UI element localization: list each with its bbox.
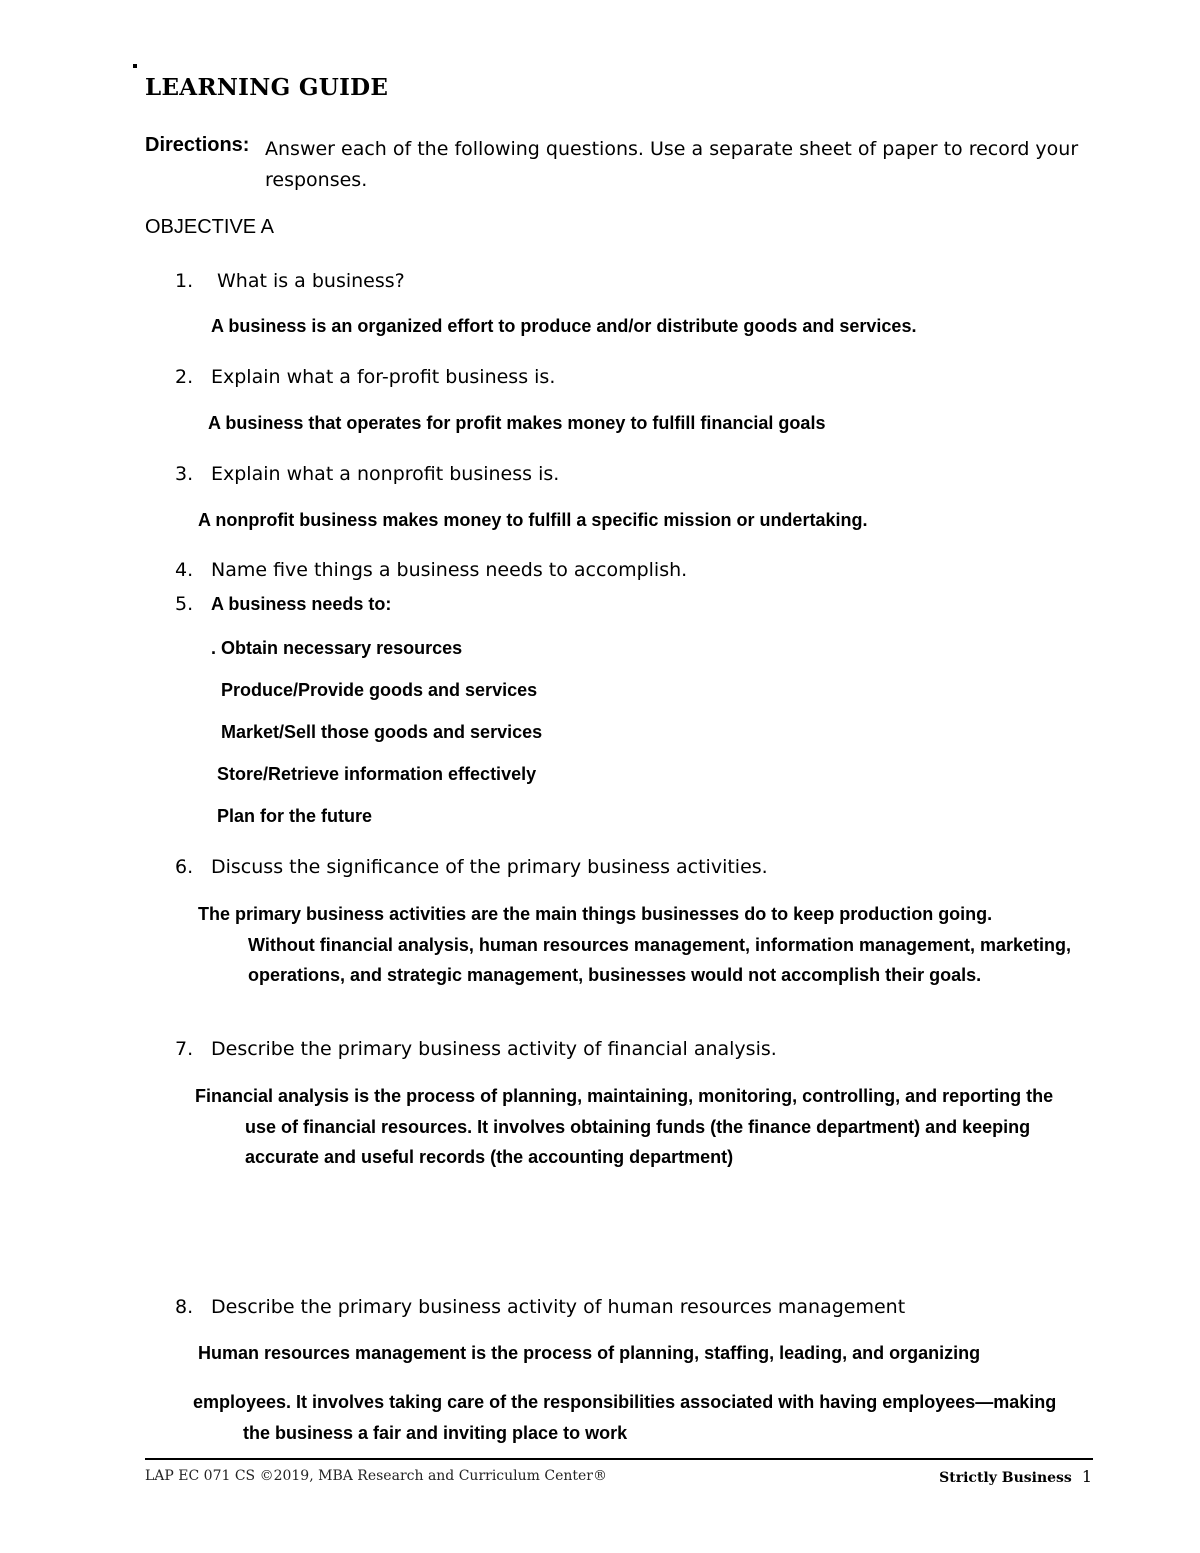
question-text: Describe the primary business activity of financial analysis. (211, 1038, 777, 1060)
question-number: 6. (175, 856, 194, 878)
answer-text: Human resources management is the process of planning, staffing, leading, and organizing (198, 1343, 981, 1363)
answer-continuation: Without financial analysis, human resources management, information management, marketing, operations, and strategic management, businesses would not accomplish their goals. (248, 934, 1072, 985)
answer-continuation: the business a fair and inviting place to work (243, 1422, 628, 1443)
question-text: Discuss the significance of the primary business activities. (211, 856, 768, 878)
question-text: Describe the primary business activity of human resources management (211, 1296, 906, 1318)
page-number: 1 (1081, 1467, 1092, 1486)
footer-copyright: LAP EC 071 CS ©2019, MBA Research and Curriculum Center® (145, 1468, 607, 1484)
answer-text: A business that operates for profit makes money to fulfill financial goals (208, 413, 826, 433)
bullet-mark (133, 64, 137, 68)
answer-paragraph (195, 1081, 1095, 1173)
question-number: 3. (175, 463, 194, 485)
question-number: 5. (175, 593, 194, 615)
list-item: Plan for the future (217, 806, 373, 826)
question-number: 8. (175, 1296, 194, 1318)
answer-paragraph (193, 1387, 1098, 1448)
answer-paragraph (198, 899, 1078, 991)
answer-first-line: employees. It involves taking care of the responsibilities associated with having employees—making (193, 1392, 1057, 1412)
question-text: What is a business? (217, 270, 405, 292)
footer-divider (145, 1458, 1093, 1460)
question-number: 4. (175, 559, 194, 581)
question-text: Explain what a for-profit business is. (211, 366, 556, 388)
answer-text: A business is an organized effort to produce and/or distribute goods and services. (211, 316, 917, 336)
directions-label: Directions: (145, 134, 250, 156)
question-number: 7. (175, 1038, 194, 1060)
footer-title (939, 1467, 1092, 1486)
answer-text: A business needs to: (211, 594, 392, 614)
list-item: Store/Retrieve information effectively (217, 764, 537, 784)
question-number: 1. (175, 270, 194, 292)
list-item: . Obtain necessary resources (211, 638, 463, 658)
question-text: Name five things a business needs to accomplish. (211, 559, 688, 581)
list-item: Produce/Provide goods and services (221, 680, 538, 700)
answer-first-line: Financial analysis is the process of planning, maintaining, monitoring, controlling, and reporting the (195, 1086, 1054, 1106)
answer-text: A nonprofit business makes money to fulfill a specific mission or undertaking. (198, 510, 868, 530)
objective-heading: OBJECTIVE A (145, 216, 274, 238)
footer-course-name: Strictly Business (939, 1470, 1072, 1486)
answer-first-line: The primary business activities are the main things businesses do to keep production going. (198, 904, 993, 924)
page-title: LEARNING GUIDE (145, 74, 389, 101)
question-number: 2. (175, 366, 194, 388)
question-text: Explain what a nonprofit business is. (211, 463, 560, 485)
answer-continuation: use of financial resources. It involves obtaining funds (the finance department) and keeping accurate and useful records (the accounting department) (245, 1116, 1031, 1167)
directions-text: Answer each of the following questions. Use a separate sheet of paper to record your responses. (265, 138, 1079, 191)
list-item: Market/Sell those goods and services (221, 722, 543, 742)
